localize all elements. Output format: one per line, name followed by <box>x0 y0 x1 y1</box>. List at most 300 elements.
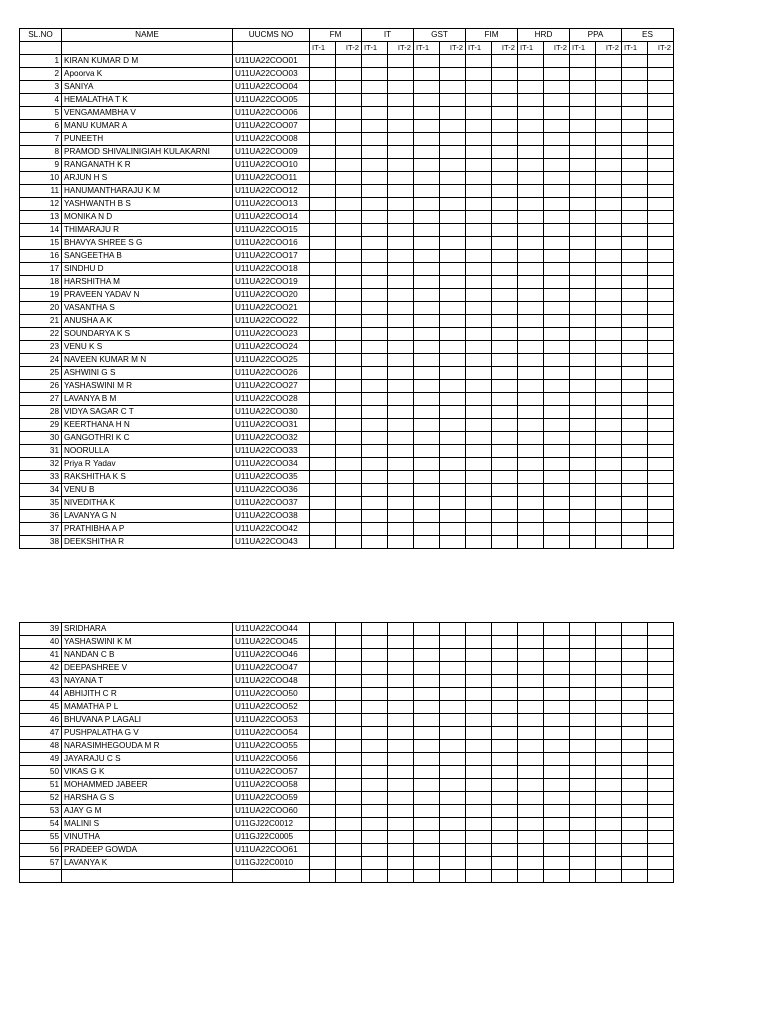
mark-cell[interactable] <box>622 55 648 68</box>
mark-cell[interactable] <box>362 740 388 753</box>
mark-cell[interactable] <box>596 198 622 211</box>
mark-cell[interactable] <box>544 133 570 146</box>
mark-cell[interactable] <box>518 445 544 458</box>
mark-cell[interactable] <box>518 237 544 250</box>
mark-cell[interactable] <box>336 133 362 146</box>
mark-cell[interactable] <box>518 393 544 406</box>
mark-cell[interactable] <box>492 237 518 250</box>
mark-cell[interactable] <box>336 714 362 727</box>
mark-cell[interactable] <box>440 237 466 250</box>
mark-cell[interactable] <box>310 753 336 766</box>
mark-cell[interactable] <box>596 237 622 250</box>
mark-cell[interactable] <box>440 870 466 883</box>
mark-cell[interactable] <box>518 792 544 805</box>
mark-cell[interactable] <box>492 792 518 805</box>
mark-cell[interactable] <box>570 688 596 701</box>
mark-cell[interactable] <box>336 55 362 68</box>
mark-cell[interactable] <box>440 289 466 302</box>
mark-cell[interactable] <box>518 432 544 445</box>
mark-cell[interactable] <box>518 753 544 766</box>
mark-cell[interactable] <box>388 662 414 675</box>
mark-cell[interactable] <box>570 870 596 883</box>
mark-cell[interactable] <box>570 445 596 458</box>
mark-cell[interactable] <box>336 380 362 393</box>
mark-cell[interactable] <box>648 393 674 406</box>
mark-cell[interactable] <box>570 263 596 276</box>
mark-cell[interactable] <box>466 675 492 688</box>
mark-cell[interactable] <box>336 250 362 263</box>
mark-cell[interactable] <box>544 636 570 649</box>
mark-cell[interactable] <box>466 844 492 857</box>
mark-cell[interactable] <box>362 510 388 523</box>
mark-cell[interactable] <box>336 328 362 341</box>
mark-cell[interactable] <box>414 289 440 302</box>
mark-cell[interactable] <box>596 211 622 224</box>
mark-cell[interactable] <box>622 380 648 393</box>
mark-cell[interactable] <box>570 81 596 94</box>
mark-cell[interactable] <box>466 510 492 523</box>
mark-cell[interactable] <box>622 701 648 714</box>
mark-cell[interactable] <box>310 380 336 393</box>
mark-cell[interactable] <box>544 662 570 675</box>
mark-cell[interactable] <box>544 445 570 458</box>
mark-cell[interactable] <box>622 458 648 471</box>
mark-cell[interactable] <box>518 341 544 354</box>
mark-cell[interactable] <box>492 688 518 701</box>
mark-cell[interactable] <box>648 649 674 662</box>
mark-cell[interactable] <box>544 367 570 380</box>
mark-cell[interactable] <box>414 727 440 740</box>
mark-cell[interactable] <box>492 497 518 510</box>
mark-cell[interactable] <box>648 740 674 753</box>
mark-cell[interactable] <box>544 766 570 779</box>
mark-cell[interactable] <box>440 432 466 445</box>
mark-cell[interactable] <box>440 354 466 367</box>
mark-cell[interactable] <box>518 367 544 380</box>
mark-cell[interactable] <box>310 302 336 315</box>
mark-cell[interactable] <box>388 198 414 211</box>
mark-cell[interactable] <box>440 510 466 523</box>
mark-cell[interactable] <box>310 445 336 458</box>
mark-cell[interactable] <box>544 211 570 224</box>
mark-cell[interactable] <box>466 857 492 870</box>
mark-cell[interactable] <box>336 792 362 805</box>
mark-cell[interactable] <box>414 844 440 857</box>
mark-cell[interactable] <box>570 701 596 714</box>
mark-cell[interactable] <box>414 662 440 675</box>
mark-cell[interactable] <box>570 714 596 727</box>
mark-cell[interactable] <box>596 831 622 844</box>
mark-cell[interactable] <box>492 354 518 367</box>
mark-cell[interactable] <box>570 766 596 779</box>
mark-cell[interactable] <box>336 649 362 662</box>
mark-cell[interactable] <box>544 55 570 68</box>
mark-cell[interactable] <box>518 857 544 870</box>
mark-cell[interactable] <box>648 133 674 146</box>
mark-cell[interactable] <box>414 276 440 289</box>
mark-cell[interactable] <box>466 250 492 263</box>
mark-cell[interactable] <box>388 688 414 701</box>
mark-cell[interactable] <box>596 432 622 445</box>
mark-cell[interactable] <box>570 172 596 185</box>
mark-cell[interactable] <box>336 688 362 701</box>
mark-cell[interactable] <box>310 172 336 185</box>
mark-cell[interactable] <box>648 172 674 185</box>
mark-cell[interactable] <box>388 211 414 224</box>
mark-cell[interactable] <box>622 471 648 484</box>
mark-cell[interactable] <box>362 662 388 675</box>
mark-cell[interactable] <box>440 211 466 224</box>
mark-cell[interactable] <box>388 185 414 198</box>
mark-cell[interactable] <box>388 727 414 740</box>
mark-cell[interactable] <box>596 289 622 302</box>
mark-cell[interactable] <box>648 419 674 432</box>
mark-cell[interactable] <box>648 445 674 458</box>
mark-cell[interactable] <box>622 146 648 159</box>
mark-cell[interactable] <box>414 237 440 250</box>
mark-cell[interactable] <box>362 94 388 107</box>
mark-cell[interactable] <box>336 120 362 133</box>
mark-cell[interactable] <box>362 458 388 471</box>
mark-cell[interactable] <box>622 159 648 172</box>
mark-cell[interactable] <box>596 458 622 471</box>
mark-cell[interactable] <box>622 753 648 766</box>
mark-cell[interactable] <box>466 766 492 779</box>
mark-cell[interactable] <box>596 536 622 549</box>
mark-cell[interactable] <box>388 380 414 393</box>
mark-cell[interactable] <box>570 536 596 549</box>
mark-cell[interactable] <box>544 458 570 471</box>
mark-cell[interactable] <box>492 779 518 792</box>
mark-cell[interactable] <box>362 831 388 844</box>
mark-cell[interactable] <box>544 81 570 94</box>
mark-cell[interactable] <box>466 727 492 740</box>
mark-cell[interactable] <box>596 818 622 831</box>
mark-cell[interactable] <box>622 740 648 753</box>
mark-cell[interactable] <box>492 133 518 146</box>
mark-cell[interactable] <box>336 237 362 250</box>
mark-cell[interactable] <box>648 94 674 107</box>
mark-cell[interactable] <box>570 68 596 81</box>
mark-cell[interactable] <box>362 276 388 289</box>
mark-cell[interactable] <box>622 779 648 792</box>
mark-cell[interactable] <box>466 393 492 406</box>
mark-cell[interactable] <box>414 766 440 779</box>
mark-cell[interactable] <box>362 779 388 792</box>
mark-cell[interactable] <box>414 341 440 354</box>
mark-cell[interactable] <box>648 510 674 523</box>
mark-cell[interactable] <box>310 354 336 367</box>
mark-cell[interactable] <box>570 198 596 211</box>
mark-cell[interactable] <box>596 779 622 792</box>
mark-cell[interactable] <box>414 198 440 211</box>
mark-cell[interactable] <box>518 701 544 714</box>
mark-cell[interactable] <box>648 406 674 419</box>
mark-cell[interactable] <box>544 870 570 883</box>
mark-cell[interactable] <box>336 367 362 380</box>
mark-cell[interactable] <box>622 354 648 367</box>
mark-cell[interactable] <box>518 766 544 779</box>
mark-cell[interactable] <box>362 120 388 133</box>
mark-cell[interactable] <box>388 792 414 805</box>
mark-cell[interactable] <box>310 81 336 94</box>
mark-cell[interactable] <box>544 510 570 523</box>
mark-cell[interactable] <box>362 250 388 263</box>
mark-cell[interactable] <box>336 94 362 107</box>
mark-cell[interactable] <box>596 81 622 94</box>
mark-cell[interactable] <box>570 831 596 844</box>
mark-cell[interactable] <box>492 714 518 727</box>
mark-cell[interactable] <box>570 753 596 766</box>
mark-cell[interactable] <box>622 649 648 662</box>
mark-cell[interactable] <box>518 636 544 649</box>
mark-cell[interactable] <box>492 445 518 458</box>
mark-cell[interactable] <box>622 302 648 315</box>
mark-cell[interactable] <box>622 133 648 146</box>
mark-cell[interactable] <box>414 857 440 870</box>
mark-cell[interactable] <box>492 393 518 406</box>
mark-cell[interactable] <box>440 701 466 714</box>
mark-cell[interactable] <box>388 714 414 727</box>
mark-cell[interactable] <box>570 792 596 805</box>
mark-cell[interactable] <box>518 484 544 497</box>
mark-cell[interactable] <box>336 484 362 497</box>
mark-cell[interactable] <box>336 159 362 172</box>
mark-cell[interactable] <box>648 250 674 263</box>
mark-cell[interactable] <box>414 94 440 107</box>
mark-cell[interactable] <box>414 484 440 497</box>
mark-cell[interactable] <box>622 341 648 354</box>
mark-cell[interactable] <box>492 623 518 636</box>
mark-cell[interactable] <box>310 870 336 883</box>
mark-cell[interactable] <box>518 740 544 753</box>
mark-cell[interactable] <box>518 328 544 341</box>
mark-cell[interactable] <box>388 250 414 263</box>
mark-cell[interactable] <box>336 831 362 844</box>
mark-cell[interactable] <box>440 714 466 727</box>
mark-cell[interactable] <box>310 497 336 510</box>
mark-cell[interactable] <box>414 302 440 315</box>
mark-cell[interactable] <box>440 458 466 471</box>
mark-cell[interactable] <box>622 497 648 510</box>
mark-cell[interactable] <box>544 792 570 805</box>
mark-cell[interactable] <box>518 224 544 237</box>
mark-cell[interactable] <box>544 276 570 289</box>
mark-cell[interactable] <box>518 623 544 636</box>
mark-cell[interactable] <box>362 406 388 419</box>
mark-cell[interactable] <box>622 510 648 523</box>
mark-cell[interactable] <box>570 471 596 484</box>
mark-cell[interactable] <box>492 662 518 675</box>
mark-cell[interactable] <box>310 484 336 497</box>
mark-cell[interactable] <box>388 432 414 445</box>
mark-cell[interactable] <box>466 81 492 94</box>
mark-cell[interactable] <box>622 419 648 432</box>
mark-cell[interactable] <box>440 805 466 818</box>
mark-cell[interactable] <box>388 753 414 766</box>
mark-cell[interactable] <box>388 341 414 354</box>
mark-cell[interactable] <box>440 185 466 198</box>
mark-cell[interactable] <box>544 753 570 766</box>
mark-cell[interactable] <box>466 68 492 81</box>
mark-cell[interactable] <box>362 289 388 302</box>
mark-cell[interactable] <box>414 471 440 484</box>
mark-cell[interactable] <box>310 120 336 133</box>
mark-cell[interactable] <box>414 133 440 146</box>
mark-cell[interactable] <box>310 367 336 380</box>
mark-cell[interactable] <box>414 636 440 649</box>
mark-cell[interactable] <box>648 224 674 237</box>
mark-cell[interactable] <box>336 107 362 120</box>
mark-cell[interactable] <box>388 393 414 406</box>
mark-cell[interactable] <box>596 367 622 380</box>
mark-cell[interactable] <box>362 133 388 146</box>
mark-cell[interactable] <box>414 536 440 549</box>
mark-cell[interactable] <box>362 55 388 68</box>
mark-cell[interactable] <box>622 445 648 458</box>
mark-cell[interactable] <box>518 727 544 740</box>
mark-cell[interactable] <box>362 237 388 250</box>
mark-cell[interactable] <box>440 146 466 159</box>
mark-cell[interactable] <box>336 276 362 289</box>
mark-cell[interactable] <box>492 805 518 818</box>
mark-cell[interactable] <box>622 393 648 406</box>
mark-cell[interactable] <box>596 805 622 818</box>
mark-cell[interactable] <box>648 688 674 701</box>
mark-cell[interactable] <box>518 380 544 393</box>
mark-cell[interactable] <box>570 779 596 792</box>
mark-cell[interactable] <box>596 701 622 714</box>
mark-cell[interactable] <box>362 263 388 276</box>
mark-cell[interactable] <box>492 120 518 133</box>
mark-cell[interactable] <box>362 341 388 354</box>
mark-cell[interactable] <box>362 354 388 367</box>
mark-cell[interactable] <box>648 341 674 354</box>
mark-cell[interactable] <box>544 471 570 484</box>
mark-cell[interactable] <box>414 714 440 727</box>
mark-cell[interactable] <box>466 688 492 701</box>
mark-cell[interactable] <box>414 523 440 536</box>
mark-cell[interactable] <box>596 380 622 393</box>
mark-cell[interactable] <box>336 675 362 688</box>
mark-cell[interactable] <box>466 818 492 831</box>
mark-cell[interactable] <box>336 497 362 510</box>
mark-cell[interactable] <box>544 779 570 792</box>
mark-cell[interactable] <box>388 68 414 81</box>
mark-cell[interactable] <box>596 766 622 779</box>
mark-cell[interactable] <box>440 688 466 701</box>
mark-cell[interactable] <box>596 857 622 870</box>
mark-cell[interactable] <box>310 107 336 120</box>
mark-cell[interactable] <box>648 727 674 740</box>
mark-cell[interactable] <box>570 302 596 315</box>
mark-cell[interactable] <box>596 406 622 419</box>
mark-cell[interactable] <box>570 380 596 393</box>
mark-cell[interactable] <box>310 779 336 792</box>
mark-cell[interactable] <box>492 636 518 649</box>
mark-cell[interactable] <box>596 120 622 133</box>
mark-cell[interactable] <box>544 727 570 740</box>
mark-cell[interactable] <box>440 276 466 289</box>
mark-cell[interactable] <box>492 289 518 302</box>
mark-cell[interactable] <box>414 805 440 818</box>
mark-cell[interactable] <box>492 367 518 380</box>
mark-cell[interactable] <box>388 55 414 68</box>
mark-cell[interactable] <box>518 315 544 328</box>
mark-cell[interactable] <box>388 354 414 367</box>
mark-cell[interactable] <box>466 185 492 198</box>
mark-cell[interactable] <box>362 497 388 510</box>
mark-cell[interactable] <box>362 636 388 649</box>
mark-cell[interactable] <box>492 701 518 714</box>
mark-cell[interactable] <box>492 341 518 354</box>
mark-cell[interactable] <box>518 818 544 831</box>
mark-cell[interactable] <box>648 536 674 549</box>
mark-cell[interactable] <box>414 315 440 328</box>
mark-cell[interactable] <box>388 740 414 753</box>
mark-cell[interactable] <box>440 393 466 406</box>
mark-cell[interactable] <box>570 146 596 159</box>
mark-cell[interactable] <box>492 224 518 237</box>
mark-cell[interactable] <box>622 805 648 818</box>
mark-cell[interactable] <box>310 831 336 844</box>
mark-cell[interactable] <box>310 237 336 250</box>
mark-cell[interactable] <box>414 831 440 844</box>
mark-cell[interactable] <box>544 328 570 341</box>
mark-cell[interactable] <box>466 224 492 237</box>
mark-cell[interactable] <box>440 198 466 211</box>
mark-cell[interactable] <box>570 276 596 289</box>
mark-cell[interactable] <box>466 419 492 432</box>
mark-cell[interactable] <box>336 315 362 328</box>
mark-cell[interactable] <box>648 766 674 779</box>
mark-cell[interactable] <box>492 649 518 662</box>
mark-cell[interactable] <box>336 471 362 484</box>
mark-cell[interactable] <box>336 779 362 792</box>
mark-cell[interactable] <box>570 159 596 172</box>
mark-cell[interactable] <box>310 792 336 805</box>
mark-cell[interactable] <box>336 510 362 523</box>
mark-cell[interactable] <box>466 354 492 367</box>
mark-cell[interactable] <box>570 354 596 367</box>
mark-cell[interactable] <box>414 159 440 172</box>
mark-cell[interactable] <box>414 870 440 883</box>
mark-cell[interactable] <box>414 354 440 367</box>
mark-cell[interactable] <box>310 276 336 289</box>
mark-cell[interactable] <box>362 367 388 380</box>
mark-cell[interactable] <box>492 458 518 471</box>
mark-cell[interactable] <box>466 133 492 146</box>
mark-cell[interactable] <box>492 211 518 224</box>
mark-cell[interactable] <box>518 419 544 432</box>
mark-cell[interactable] <box>310 406 336 419</box>
mark-cell[interactable] <box>544 237 570 250</box>
mark-cell[interactable] <box>440 81 466 94</box>
mark-cell[interactable] <box>362 805 388 818</box>
mark-cell[interactable] <box>362 445 388 458</box>
mark-cell[interactable] <box>544 857 570 870</box>
mark-cell[interactable] <box>648 198 674 211</box>
mark-cell[interactable] <box>414 779 440 792</box>
mark-cell[interactable] <box>310 146 336 159</box>
mark-cell[interactable] <box>310 818 336 831</box>
mark-cell[interactable] <box>570 636 596 649</box>
mark-cell[interactable] <box>622 237 648 250</box>
mark-cell[interactable] <box>622 185 648 198</box>
mark-cell[interactable] <box>518 688 544 701</box>
mark-cell[interactable] <box>466 380 492 393</box>
mark-cell[interactable] <box>544 831 570 844</box>
